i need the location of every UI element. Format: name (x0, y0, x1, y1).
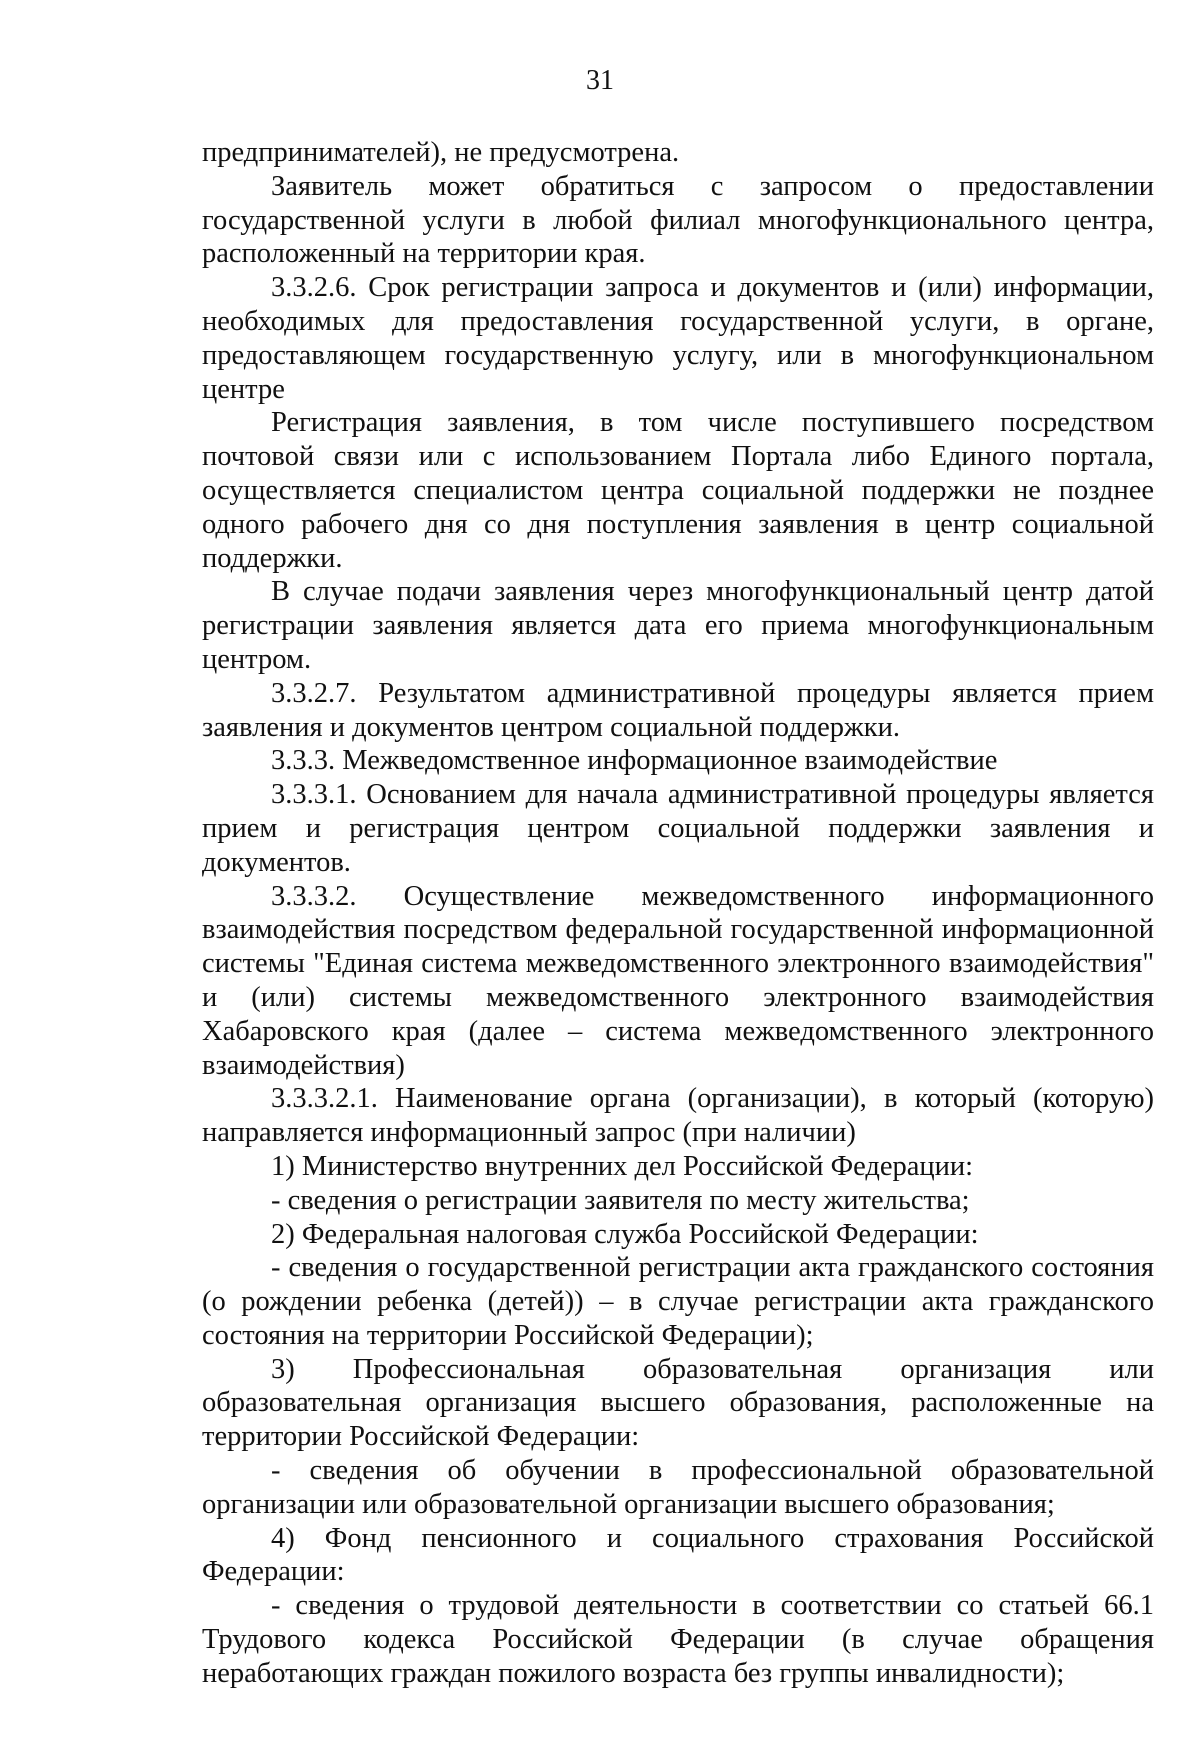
paragraph: 1) Министерство внутренних дел Российской Федерации: (271, 1150, 974, 1182)
paragraph: - сведения о регистрации заявителя по месту жительства; (271, 1184, 970, 1216)
paragraph: 3.3.2.6. Срок регистрации запроса и документов и (или) информации, необходимых для предоставления государственной услуги, в органе, предоставляющем государственную услугу, или в многофункциональном центре (202, 272, 1154, 405)
paragraph: 4) Фонд пенсионного и социального страхования Российской Федерации: (202, 1522, 1154, 1588)
paragraph: 3.3.2.7. Результатом административной процедуры является прием заявления и документов центром социальной поддержки. (202, 677, 1154, 743)
paragraph: предпринимателей), не предусмотрена. (202, 137, 680, 168)
page-number: 31 (586, 65, 614, 96)
paragraph: 2) Федеральная налоговая служба Российской Федерации: (271, 1218, 979, 1250)
document-body (202, 136, 1154, 1691)
paragraph: - сведения об обучении в профессиональной образовательной организации или образовательной организации высшего образования; (202, 1455, 1154, 1520)
paragraph: 3.3.3. Межведомственное информационное взаимодействие (271, 745, 998, 777)
paragraph: 3.3.3.1. Основанием для начала административной процедуры является прием и регистрация центром социальной поддержки заявления и документов. (202, 779, 1154, 878)
paragraph: - сведения о государственной регистрации акта гражданского состояния (о рождении ребенка (детей)) – в случае регистрации акта гражданского состояния на территории Российской Федерации); (202, 1252, 1154, 1351)
paragraph: 3.3.3.2.1. Наименование органа (организации), в который (которую) направляется информационный запрос (при наличии) (202, 1083, 1154, 1149)
paragraph: В случае подачи заявления через многофункциональный центр датой регистрации заявления является дата его приема многофункциональным центром. (202, 576, 1154, 675)
paragraph: 3) Профессиональная образовательная организация или образовательная организация высшего образования, расположенные на территории Российской Федерации: (202, 1353, 1154, 1453)
paragraph: 3.3.3.2. Осуществление межведомственного информационного взаимодействия посредством федеральной государственной информационной системы "Единая система межведомственного электронного взаимодействия" и (или) системы межведомственного электронного взаимодействия Хабаровского края (далее – система межведомственного электронного взаимодействия) (202, 880, 1154, 1081)
paragraph: Заявитель может обратиться с запросом о предоставлении государственной услуги в любой филиал многофункционального центра, расположенный на территории края. (202, 170, 1154, 270)
paragraph: - сведения о трудовой деятельности в соответствии со статьей 66.1 Трудового кодекса Российской Федерации (в случае обращения неработающих граждан пожилого возраста без группы инвалидности); (202, 1590, 1154, 1689)
paragraph: Регистрация заявления, в том числе поступившего посредством почтовой связи или с использованием Портала либо Единого портала, осуществляется специалистом центра социальной поддержки не позднее одного рабочего дня со дня поступления заявления в центр социальной поддержки. (202, 407, 1154, 574)
